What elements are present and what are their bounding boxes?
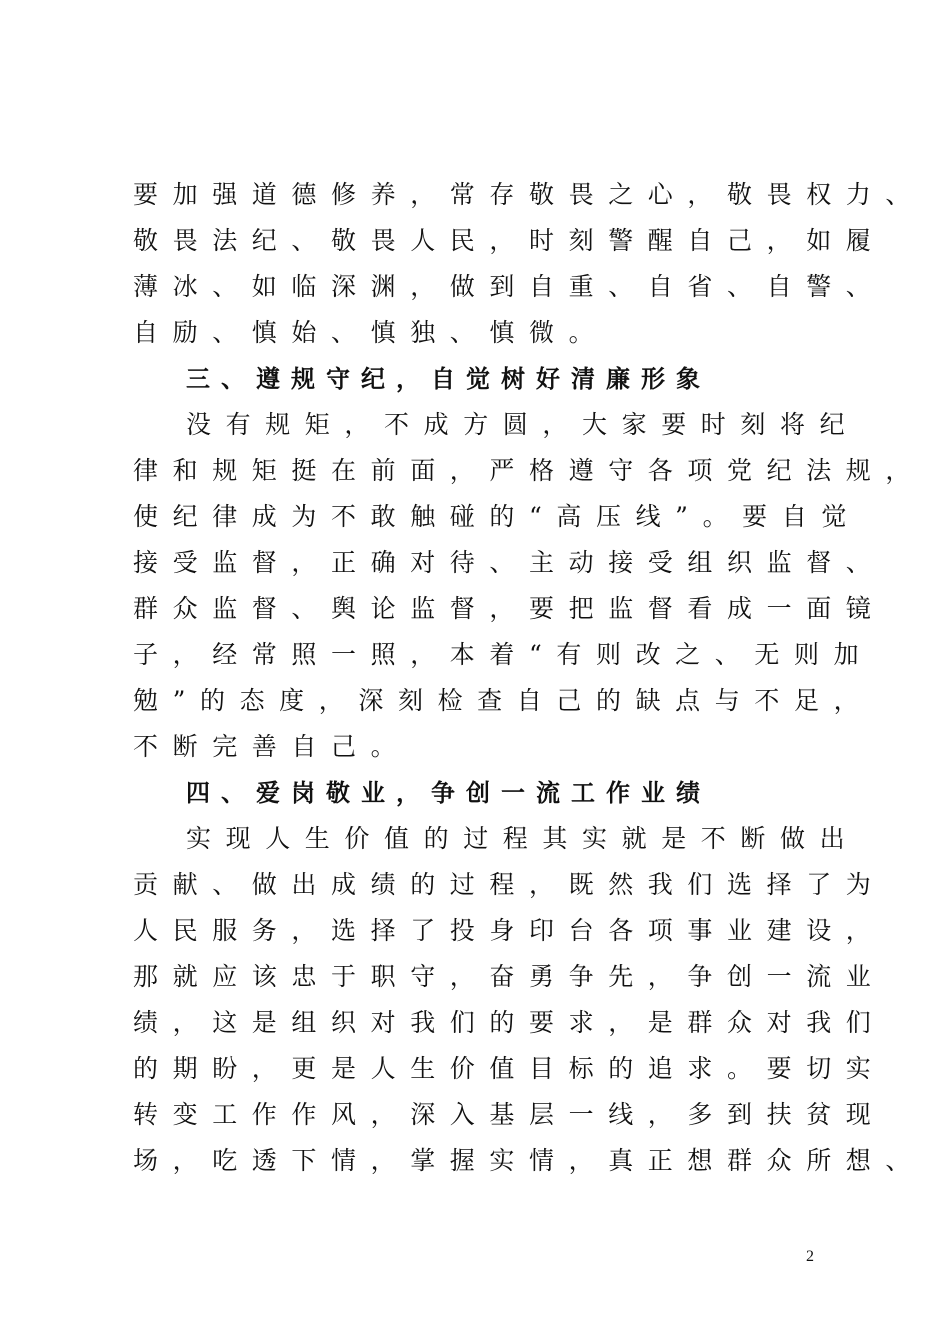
page-number: 2 bbox=[806, 1248, 814, 1265]
body-line: 绩，这是组织对我们的要求，是群众对我们 bbox=[133, 1008, 886, 1037]
body-line: 人民服务，选择了投身印台各项事业建设， bbox=[133, 916, 886, 945]
section-heading: 三、遵规守纪，自觉树好清廉形象 bbox=[186, 365, 711, 393]
body-line: 子，经常照一照，本着“有则改之、无则加 bbox=[133, 640, 874, 669]
body-line: 薄冰、如临深渊，做到自重、自省、自警、 bbox=[133, 272, 886, 301]
section-heading: 四、爱岗敬业，争创一流工作业绩 bbox=[186, 779, 711, 807]
body-line: 群众监督、舆论监督，要把监督看成一面镜 bbox=[133, 594, 886, 623]
body-line: 实现人生价值的过程其实就是不断做出 bbox=[186, 824, 860, 853]
body-line: 那就应该忠于职守，奋勇争先，争创一流业 bbox=[133, 962, 886, 991]
body-line: 要加强道德修养，常存敬畏之心，敬畏权力、 bbox=[133, 180, 926, 209]
body-line: 自励、慎始、慎独、慎微。 bbox=[133, 318, 609, 347]
body-line: 律和规矩挺在前面，严格遵守各项党纪法规， bbox=[133, 456, 926, 485]
body-line: 勉”的态度，深刻检查自己的缺点与不足， bbox=[133, 686, 874, 715]
body-line: 场，吃透下情，掌握实情，真正想群众所想、 bbox=[133, 1146, 926, 1175]
body-line: 转变工作作风，深入基层一线，多到扶贫现 bbox=[133, 1100, 886, 1129]
body-line: 不断完善自己。 bbox=[133, 732, 411, 761]
body-line: 的期盼，更是人生价值目标的追求。要切实 bbox=[133, 1054, 886, 1083]
body-line: 使纪律成为不敢触碰的“高压线”。要自觉 bbox=[133, 502, 861, 531]
body-line: 接受监督，正确对待、主动接受组织监督、 bbox=[133, 548, 886, 577]
body-line: 没有规矩，不成方圆，大家要时刻将纪 bbox=[186, 410, 860, 439]
body-line: 敬畏法纪、敬畏人民，时刻警醒自己，如履 bbox=[133, 226, 886, 255]
body-line: 贡献、做出成绩的过程，既然我们选择了为 bbox=[133, 870, 886, 899]
